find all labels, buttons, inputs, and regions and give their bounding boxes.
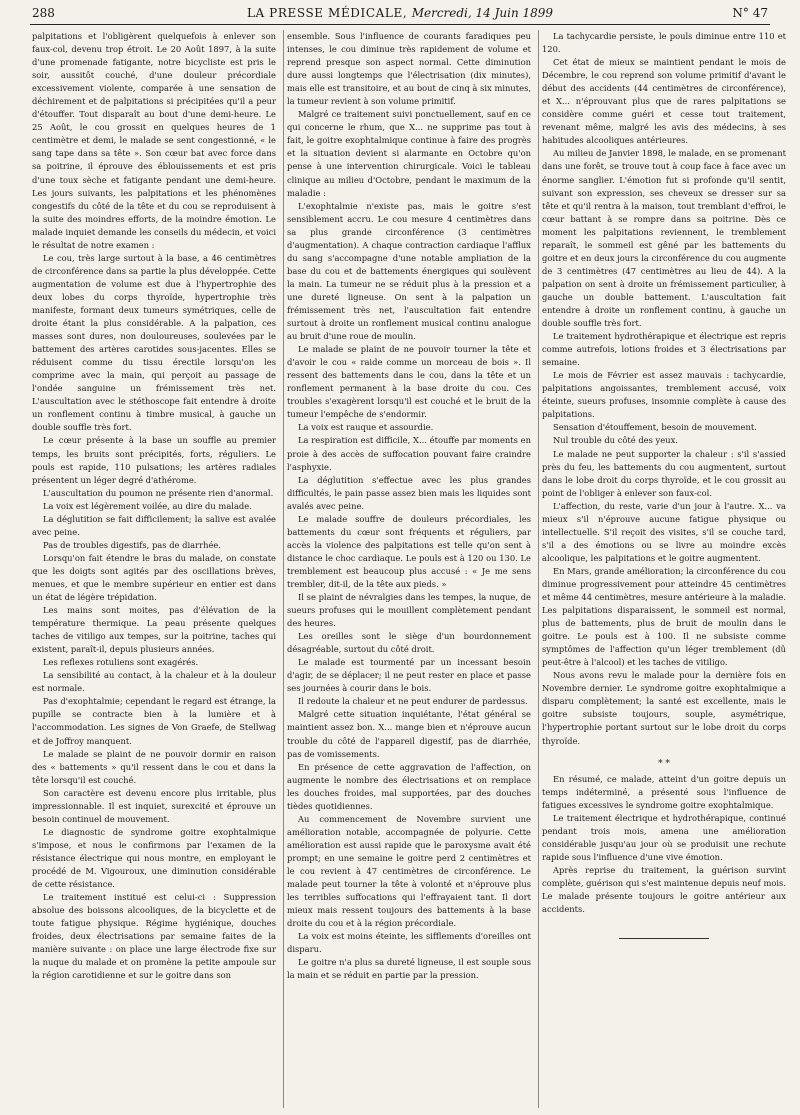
paragraph: L'auscultation du poumon ne présente rien d'anormal.	[43, 487, 274, 498]
paragraph: Il se plaint de névralgies dans les tempes, la nuque, de sueurs profuses qui le mouillent complètement pendant des heures.	[287, 592, 531, 629]
paragraph: Malgré ce traitement suivi ponctuellement, sauf en ce qui concerne le rhum, que X... ne supprime pas tout à fait, le goitre exophtalmique continue à faire des progrès et la situation devient si alarmante en Octobre qu'on pense à une intervention chirurgicale. Voici le tableau clinique au milieu d'Octobre, pendant le maximum de la maladie :	[287, 109, 531, 198]
section-separator: * *	[658, 758, 670, 769]
paragraph: Le goitre n'a plus sa dureté ligneuse, il est souple sous la main et se réduit en partie par la pression.	[287, 957, 531, 981]
paragraph: Le mois de Février est assez mauvais : tachycardie, palpitations angoissantes, tremblement accusé, voix éteinte, sueurs profuses, insomnie complète à cause des palpitations.	[542, 370, 786, 420]
issue-number: N° 47	[732, 6, 768, 20]
paragraph: Lorsqu'on fait étendre le bras du malade, on constate que les doigts sont agités par des oscillations brèves, menues, et que le membre supérieur en entier est dans un état de légère trépidation.	[32, 552, 276, 603]
paragraph: Au milieu de Janvier 1898, le malade, en se promenant dans une forêt, se trouve tout à coup face à face avec un énorme sanglier. L'émotion fut si profonde qu'il sentit, suivant son expression, ses cheveux se dresser sur sa tête et qu'il rentra à la maison, tout tremblant d'effroi, le cœur battant à se rompre dans sa poitrine. Dès ce moment les palpitations reviennent, le tremblement reparaît, le sommeil est gêné par les battements du goitre et en deux jours la circonférence du cou augmente de 3 centimètres (47 centimètres au lieu de 44). A la palpation on sent à droite un frémissement particulier, à gauche un double battement. L'auscultation fait entendre à droite un ronflement continu, à gauche un double souffle très fort.	[542, 148, 786, 329]
paragraph: Le traitement hydrothérapique et électrique est repris comme autrefois, lotions froides et 3 électrisations par semaine.	[542, 331, 786, 368]
paragraph: Le diagnostic de syndrome goitre exophtalmique s'impose, et nous le confirmons par l'examen de la résistance électrique qui nous montre, en employant le procédé de M. Vigouroux, une diminution considérable de cette résistance.	[32, 826, 276, 890]
column-rule	[283, 30, 284, 1108]
paragraph: Le malade se plaint de ne pouvoir dormir en raison des « battements » qu'il ressent dans le cou et dans la tête lorsqu'il est couché.	[32, 748, 276, 785]
paragraph: Après reprise du traitement, la guérison survint complète, guérison qui s'est maintenue depuis neuf mois. Le malade présente toujours le goitre antérieur aux accidents.	[542, 864, 786, 915]
column-rule	[538, 30, 539, 1108]
journal-name: LA PRESSE MÉDICALE,	[246, 6, 408, 20]
paragraph: Le malade est tourmenté par un incessant besoin d'agir, de se déplacer; il ne peut rester en place et passe ses journées à courir dans le bois.	[287, 657, 531, 694]
paragraph: Les reflexes rotuliens sont exagérés.	[43, 657, 199, 668]
paragraph: ensemble. Sous l'influence de courants faradiques peu intenses, le cou diminue très rapidement de volume et reprend presque son aspect normal. Cette diminution dure aussi longtemps que l'électrisation (dix minutes), mais elle est transitoire, et au bout de cinq à six minutes, la tumeur revient à son volume primitif.	[287, 31, 531, 107]
paragraph: Les mains sont moites, pas d'élévation de la température thermique. La peau présente quelques taches de vitiligo aux tempes, sur la poitrine, taches qui existent, paraît-il, depuis plusieurs années.	[32, 605, 276, 655]
page-header	[30, 2, 770, 25]
paragraph: Le traitement électrique et hydrothérapique, continué pendant trois mois, amena une amélioration considérable jusqu'au jour où se produisit une rechute rapide sous l'influence d'une vive émotion.	[542, 812, 786, 862]
paragraph: Le traitement institué est celui-ci : Suppression absolue des boissons alcooliques, de la bicyclette et de toute fatigue physique. Régime hygiénique, douches froides, deux électrisations par semaine faites de la manière suivante : on place une large électrode fixe sur la nuque du malade et on promène la petite ampoule sur la région carotidienne et sur le goitre dans son	[32, 892, 276, 981]
paragraph: La tachycardie persiste, le pouls diminue entre 110 et 120.	[542, 31, 786, 55]
paragraph: Cet état de mieux se maintient pendant le mois de Décembre, le cou reprend son volume primitif d'avant le début des accidents (44 centimètres de circonférence), et X... n'éprouvant plus que de rares palpitations se considère comme guéri et cesse tout traitement, revenant même, malgré les avis des médecins, à ses habitudes alcooliques antérieures.	[542, 57, 786, 146]
paragraph: Pas d'exophtalmie; cependant le regard est étrange, la pupille se contracte bien à la lumière et à l'accommodation. Les signes de Von Graefe, de Stellwag et de Joffroy manquent.	[32, 696, 276, 746]
end-rule	[619, 938, 709, 939]
paragraph: La déglutition se fait difficilement; la salive est avalée avec peine.	[32, 513, 276, 537]
running-title	[30, 2, 770, 24]
paragraph: Nul trouble du côté des yeux.	[553, 435, 678, 446]
paragraph: Nous avons revu le malade pour la dernière fois en Novembre dernier. Le syndrome goitre exophtalmique a disparu complètement; la santé est excellente, mais le goitre subsiste toujours, souple, asymétrique, l'hypertrophie portant surtout sur le lobe droit du corps thyroïde.	[542, 670, 786, 746]
paragraph: La voix est moins éteinte, les sifflements d'oreilles ont disparu.	[287, 931, 531, 955]
issue-date: Mercredi, 14 Juin 1899	[411, 6, 554, 20]
paragraph: palpitations et l'obligèrent quelquefois à enlever son faux-col, devenu trop étroit. Le 20 Août 1897, à la suite d'une promenade fatigante, notre bicycliste est pris le soir, aussitôt couché, d'une douleur précordiale excessivement violente, comparée à une sensation de déchirement et de palpitations si précipitées qu'il a peur d'étouffer. Tout disparaît au bout d'une demi-heure. Le 25 Août, le cou grossit en quelques heures de 1 centimètre et demi, le malade se sent congestionné, « le sang tape dans sa tête ». Son cœur bat avec force dans sa poitrine, il éprouve des éblouissements et est pris d'une toux sèche et fatigante pendant une demi-heure. Les jours suivants, les palpitations et les phénomènes congestifs du côté de la tête et du cou se reproduisent à la suite des moindres efforts, de la moindre émotion. Le malade inquiet demande les conseils du médecin, et voici le résultat de notre examen :	[32, 31, 276, 250]
paragraph: La respiration est difficile, X... étouffe par moments en proie à des accès de suffocation pouvant faire craindre l'asphyxie.	[287, 435, 531, 472]
paragraph: La voix est rauque et assourdie.	[298, 422, 434, 433]
paragraph: En Mars, grande amélioration; la circonférence du cou diminue progressivement pour atteindre 45 centimètres et même 44 centimètres, mesure antérieure à la maladie. Les palpitations disparaissent, le sommeil est normal, plus de battements, plus de bruit de moulin dans le goitre. Le pouls est à 100. Il ne subsiste comme symptômes de l'affection qu'un léger tremblement (dû peut-être à l'alcool) et les taches de vitiligo.	[542, 565, 786, 668]
paragraph: Son caractère est devenu encore plus irritable, plus impressionnable. Il est inquiet, surexcité et éprouve un besoin continuel de mouvement.	[32, 787, 276, 824]
paragraph: La déglutition s'effectue avec les plus grandes difficultés, le pain passe assez bien mais les liquides sont avalés avec peine.	[287, 474, 531, 511]
paragraph: La sensibilité au contact, à la chaleur et à la douleur est normale.	[32, 670, 276, 694]
text-column-2	[287, 30, 531, 1110]
paragraph: Il redoute la chaleur et ne peut endurer de pardessus.	[298, 696, 528, 707]
text-column-1	[32, 30, 276, 1110]
paragraph: L'exophtalmie n'existe pas, mais le goitre s'est sensiblement accru. Le cou mesure 4 centimètres dans sa plus grande circonférence (3 centimètres d'augmentation). A chaque contraction cardiaque l'afflux du sang s'accompagne d'une notable ampliation de la base du cou et de battements énergiques qui soulèvent la main. La tumeur ne se réduit plus à la pression et a une dureté ligneuse. On sent à la palpation un frémissement très net, l'auscultation fait entendre surtout à droite un ronflement musical continu analogue au bruit d'une roue de moulin.	[287, 200, 531, 342]
text-column-3	[542, 30, 786, 1110]
paragraph: La voix est légèrement voilée, au dire du malade.	[43, 500, 252, 511]
paragraph: Malgré cette situation inquiétante, l'état général se maintient assez bon. X... mange bien et n'éprouve aucun trouble du côté de l'appareil digestif, pas de diarrhée, pas de vomissements.	[287, 709, 531, 759]
paragraph: Le malade souffre de douleurs précordiales, les battements du cœur sont fréquents et réguliers, par accès la violence des palpitations est telle qu'on sent à distance le choc cardiaque. Le pouls est à 120 ou 130. Le tremblement est beaucoup plus accusé : « Je me sens trembler, dit-il, de la tête aux pieds. »	[287, 513, 531, 589]
paragraph: En résumé, ce malade, atteint d'un goitre depuis un temps indéterminé, a présenté sous l'influence de fatigues excessives le syndrome goitre exophtalmique.	[542, 773, 786, 810]
paragraph: Le malade se plaint de ne pouvoir tourner la tête et d'avoir le cou « raide comme un morceau de bois ». Il ressent des battements dans le cou, dans la tête et un ronflement permanent à la base droite du cou. Ces troubles s'exagèrent lorsqu'il est couché et le bruit de la tumeur l'empêche de s'endormir.	[287, 344, 531, 420]
paragraph: Au commencement de Novembre survient une amélioration notable, accompagnée de polyurie. Cette amélioration est aussi rapide que le paroxysme avait été prompt; en une semaine le goitre perd 2 centimètres et le cou revient à 47 centimètres de circonférence. Le malade peut tourner la tête à volonté et n'éprouve plus les terribles suffocations qui l'effrayaient tant. Il dort mieux mais ressent toujours des battements à la base droite du cou et à la région précordiale.	[287, 813, 531, 929]
paragraph: Le malade ne peut supporter la chaleur : s'il s'assied près du feu, les battements du cou augmentent, surtout dans le lobe droit du corps thyroïde, et le cou grossit au point de l'obliger à enlever son faux-col.	[542, 448, 786, 498]
paragraph: Sensation d'étouffement, besoin de mouvement.	[553, 422, 757, 433]
paragraph: Le cœur présente à la base un souffle au premier temps, les bruits sont précipités, forts, réguliers. Le pouls est rapide, 110 pulsations; les artères radiales présentent un léger degré d'athérome.	[32, 435, 276, 485]
page-number: 288	[32, 6, 55, 20]
paragraph: Le cou, très large surtout à la base, a 46 centimètres de circonférence dans sa partie la plus développée. Cette augmentation de volume est due à l'hypertrophie des deux lobes du corps thyroïde, hypertrophie très manifeste, formant deux tumeurs symétriques, celle de droite étant la plus considérable. A la palpation, ces masses sont dures, non douloureuses, soulevées par le battement des artères carotides sous-jacentes. Elles se réduisent comme du tissu érectile lorsqu'on les comprime avec la main, qui perçoit au passage de l'ondée sanguine un frémissement très net. L'auscultation avec le stéthoscope fait entendre à droite un ronflement continu à timbre musical, à gauche un double souffle très fort.	[32, 252, 276, 433]
paragraph: L'affection, du reste, varie d'un jour à l'autre. X... va mieux s'il n'éprouve aucune fatigue physique ou intellectuelle. S'il reçoit des visites, s'il se couche tard, s'il a des émotions ou se livre au moindre excès alcoolique, les palpitations et le goitre augmentent.	[542, 500, 786, 563]
paragraph: Les oreilles sont le siège d'un bourdonnement désagréable, surtout du côté droit.	[287, 631, 531, 655]
paragraph: Pas de troubles digestifs, pas de diarrhée.	[43, 539, 222, 550]
paragraph: En présence de cette aggravation de l'affection, on augmente le nombre des électrisations et on remplace les douches froides, mal supportées, par des douches tièdes quotidiennes.	[287, 761, 531, 811]
